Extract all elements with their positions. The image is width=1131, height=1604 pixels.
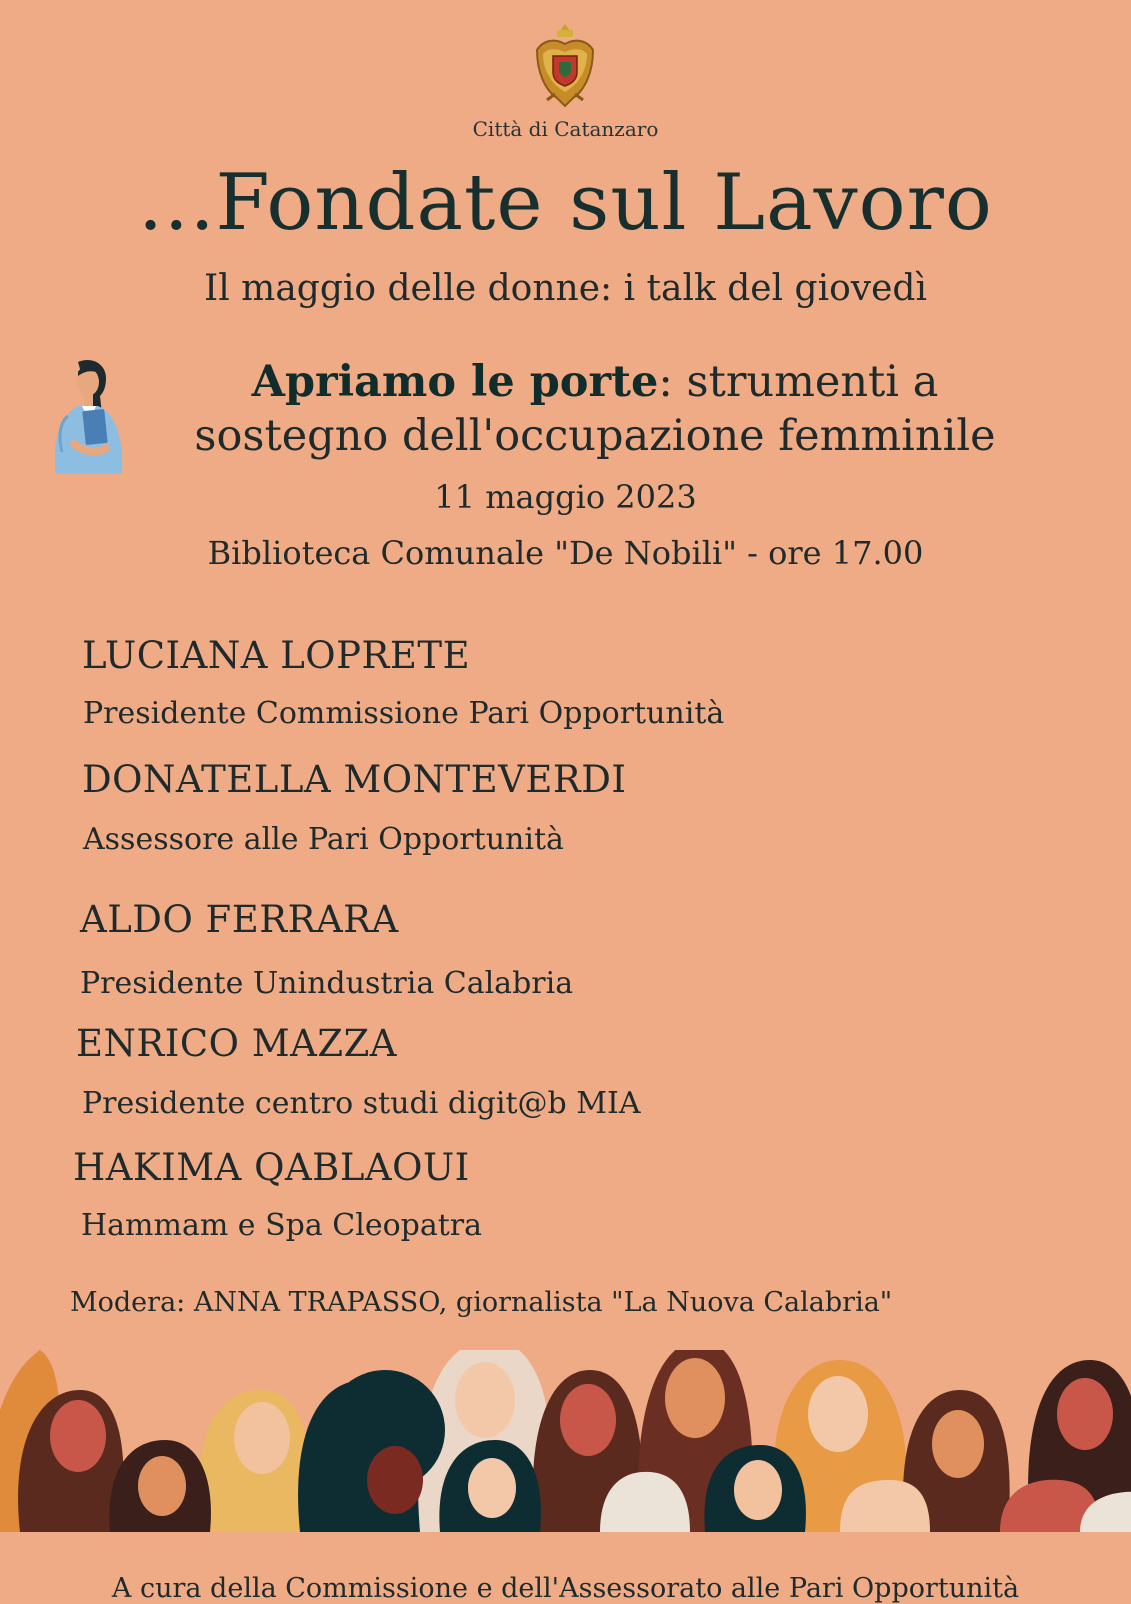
speaker-name: DONATELLA MONTEVERDI — [82, 758, 627, 801]
event-date: 11 maggio 2023 — [434, 478, 697, 516]
speaker-role: Hammam e Spa Cleopatra — [81, 1208, 483, 1243]
page-title: ...Fondate sul Lavoro — [138, 158, 993, 248]
speaker-name: HAKIMA QABLAOUI — [73, 1146, 470, 1189]
footer-credit: A cura della Commissione e dell'Assessorato alle Pari Opportunità — [111, 1573, 1020, 1604]
speaker-role: Presidente Commissione Pari Opportunità — [83, 696, 725, 731]
speaker-name: ENRICO MAZZA — [76, 1022, 398, 1065]
moderator-line: Modera: ANNA TRAPASSO, giornalista "La Nuova Calabria" — [70, 1287, 893, 1318]
event-title-bold: Apriamo le porte — [251, 357, 659, 407]
speaker-name: LUCIANA LOPRETE — [82, 634, 471, 677]
speaker-role: Presidente Unindustria Calabria — [80, 966, 574, 1001]
event-title — [130, 355, 1060, 463]
businesswoman-illustration — [48, 356, 130, 474]
event-title-line2: sostegno dell'occupazione femminile — [194, 411, 996, 461]
city-name: Città di Catanzaro — [472, 117, 659, 141]
speaker-role: Assessore alle Pari Opportunità — [83, 822, 564, 857]
speaker-role: Presidente centro studi digit@b MIA — [82, 1086, 641, 1121]
city-crest-icon — [533, 20, 597, 112]
event-venue: Biblioteca Comunale "De Nobili" - ore 17.00 — [207, 534, 924, 572]
speaker-name: ALDO FERRARA — [80, 898, 399, 941]
page-subtitle: Il maggio delle donne: i talk del giovedì — [204, 268, 927, 309]
women-crowd-illustration — [0, 1350, 1131, 1532]
event-title-rest: : strumenti a — [658, 357, 939, 407]
